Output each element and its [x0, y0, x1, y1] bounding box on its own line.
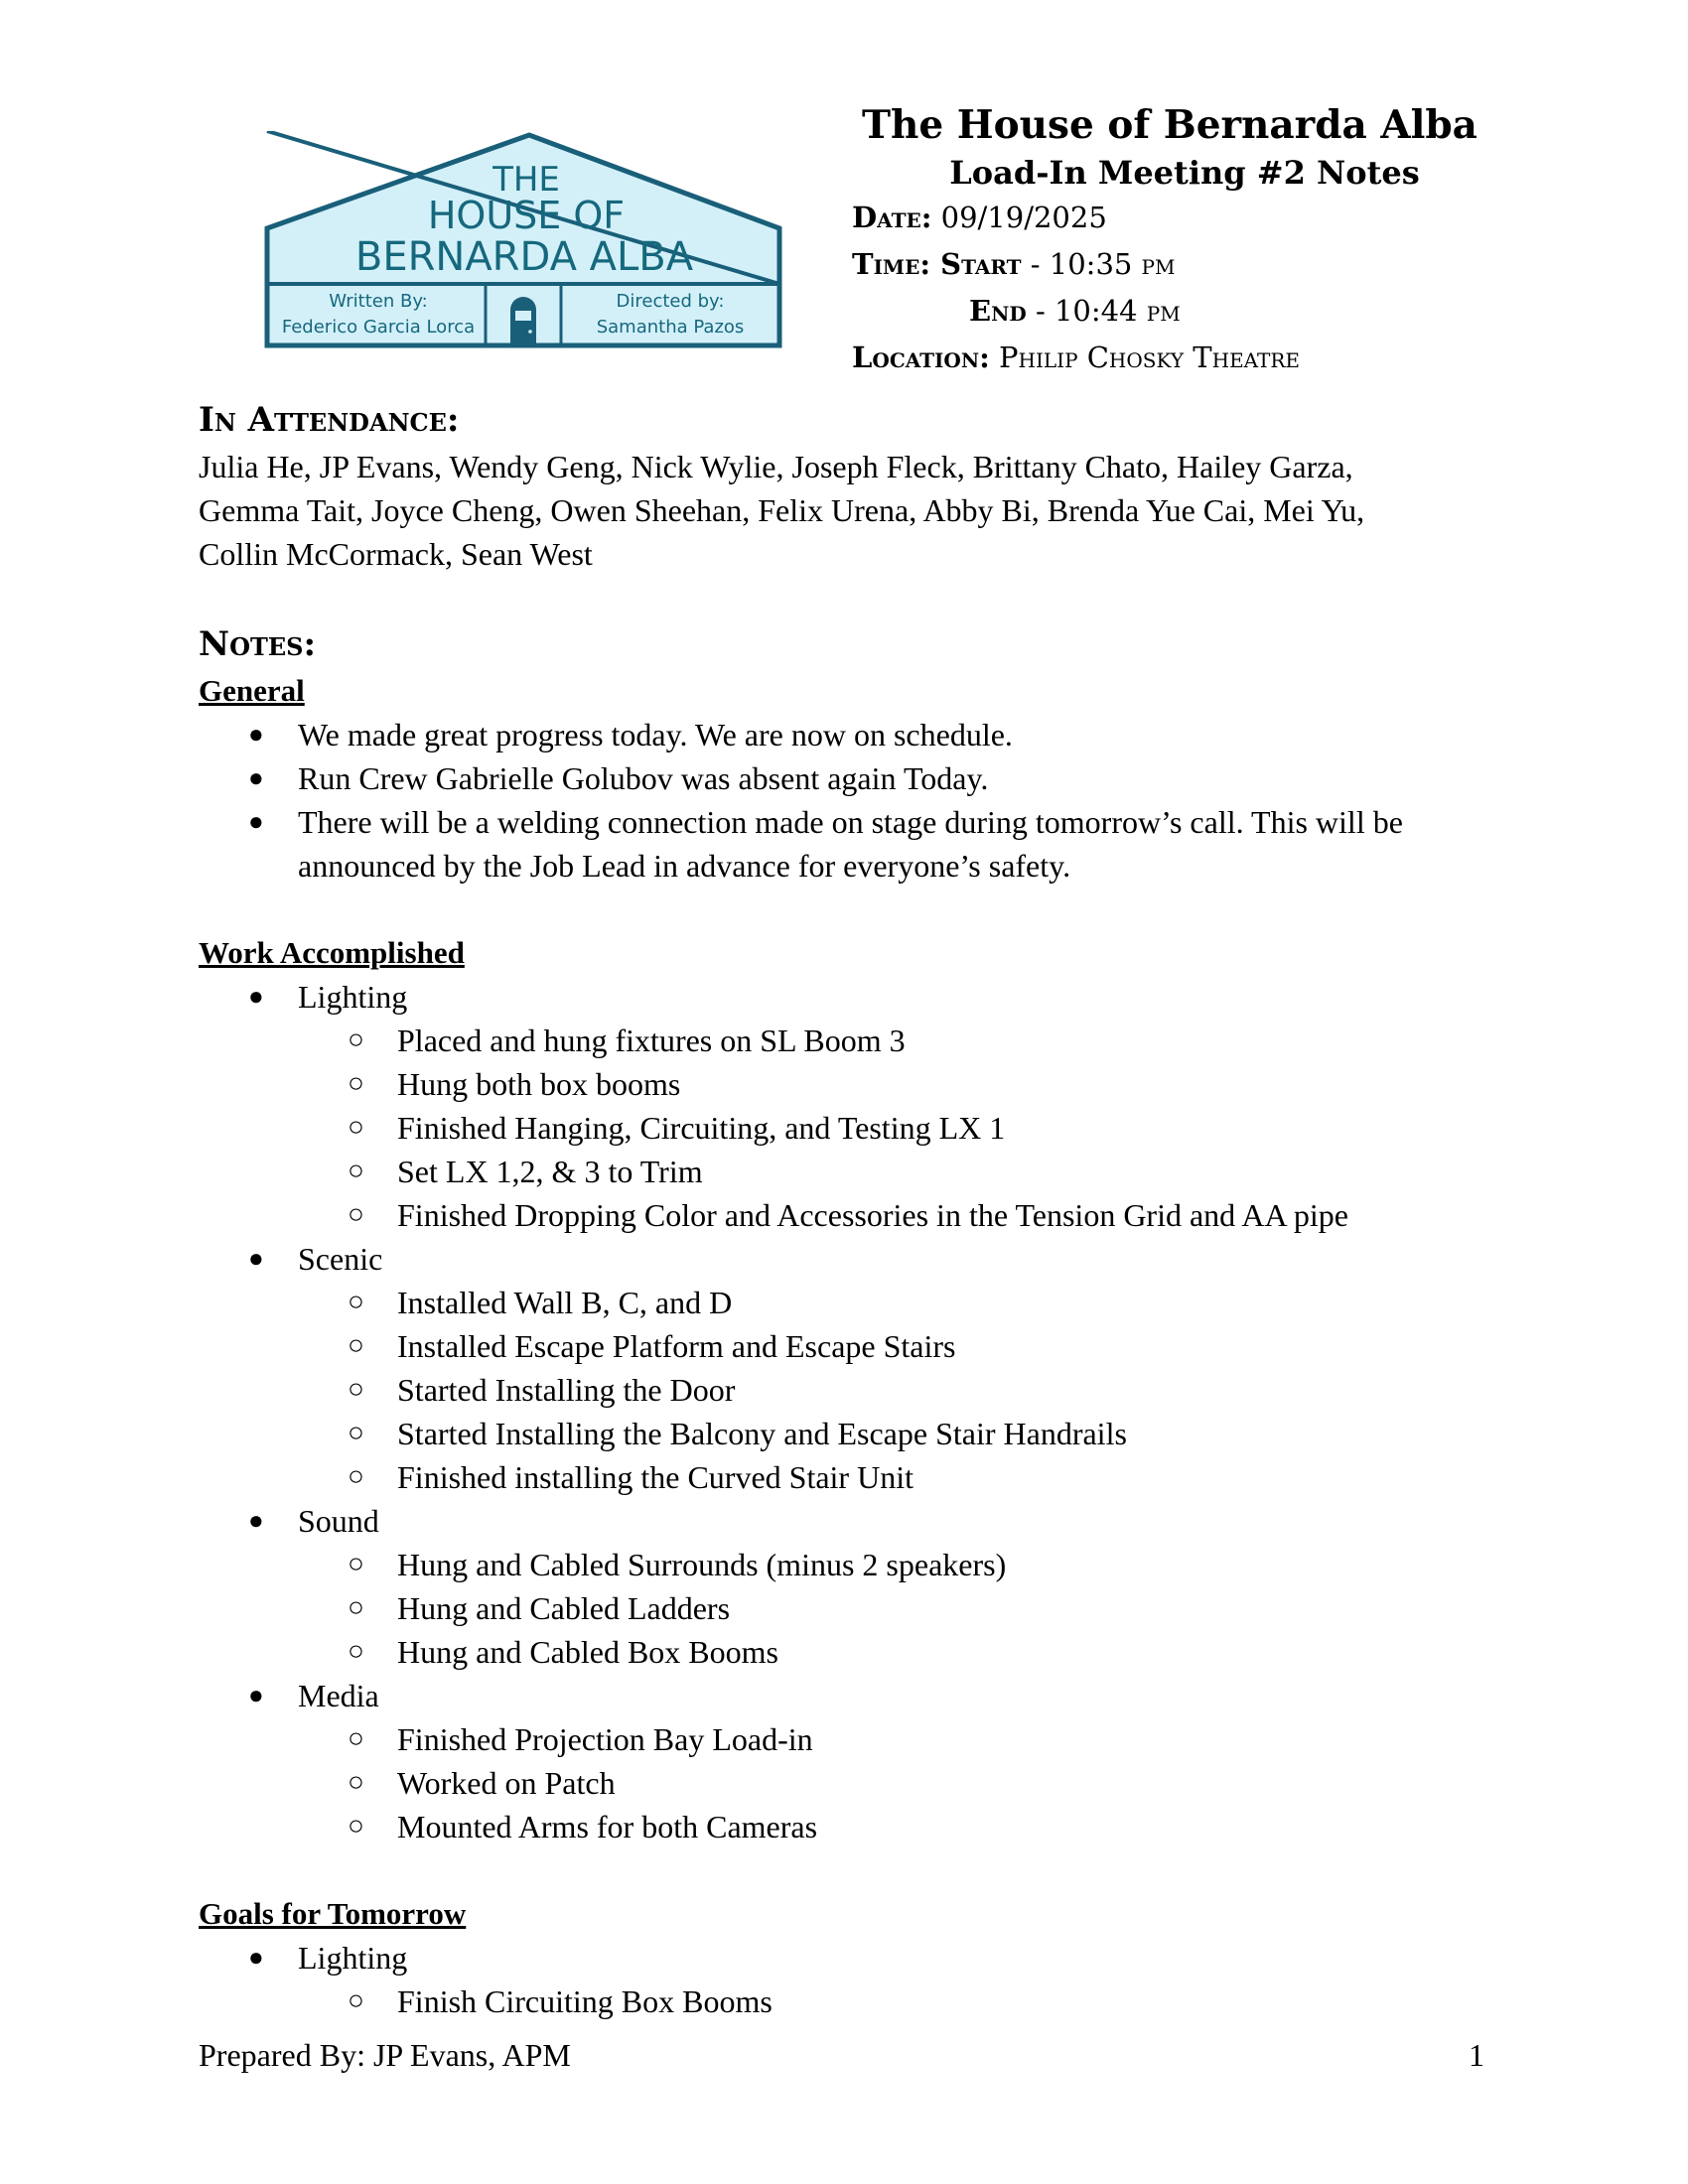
logo-directed-label: Directed by: [616, 291, 725, 312]
end-label: End [969, 294, 1027, 328]
logo-line-house: HOUSE OF [427, 194, 626, 237]
list-item: ○ Hung both box booms [348, 1066, 681, 1102]
logo-written-name: Federico Garcia Lorca [281, 317, 476, 338]
time-start-value: - 10:35 pm [1021, 247, 1176, 281]
general-list [199, 713, 1489, 887]
end-value: - 10:44 pm [1026, 294, 1181, 328]
logo-line-the: THE [492, 160, 560, 200]
logo-line-bernarda: BERNARDA ALBA [354, 234, 694, 280]
document-subtitle: Load-In Meeting #2 Notes [949, 154, 1420, 192]
list-item: ○ Finish Circuiting Box Booms [348, 1983, 773, 2019]
list-item: ○ Started Installing the Balcony and Escape Stair Handrails [348, 1416, 1127, 1451]
list-item: ○ Finished Hanging, Circuiting, and Testing LX 1 [348, 1110, 1006, 1146]
date-row [852, 195, 1487, 241]
time-label: Time: Start [852, 247, 1022, 281]
list-item: ● Media ○ Finished Projection Bay Load-in ○ Worked on Patch ○ Mounted Arms for both Cameras [199, 1674, 1489, 1848]
notes-heading: Notes: [199, 624, 317, 664]
list-item: ● Lighting ○ Finish Circuiting Box Booms [199, 1936, 1489, 2023]
work-list [199, 975, 1489, 1848]
page-footer [199, 2033, 1484, 2077]
list-item: ● We made great progress today. We are now on schedule. [248, 717, 1013, 752]
end-row [852, 288, 1487, 335]
location-label: Location: [852, 341, 990, 374]
list-item: ○ Installed Wall B, C, and D [348, 1285, 733, 1320]
work-accomplished-heading: Work Accomplished [199, 935, 465, 970]
date-label: Date: [852, 201, 932, 234]
list-item: ● Sound ○ Hung and Cabled Surrounds (minus 2 speakers) ○ Hung and Cabled Ladders ○ Hung and Cabled Box Booms [199, 1499, 1489, 1674]
list-item: ○ Hung and Cabled Box Booms [348, 1634, 778, 1670]
list-item: ○ Set LX 1,2, & 3 to Trim [348, 1154, 703, 1189]
list-item: ○ Finished Dropping Color and Accessories in the Tension Grid and AA pipe [348, 1197, 1348, 1233]
list-item: ○ Placed and hung fixtures on SL Boom 3 [348, 1023, 906, 1058]
list-item: ○ Started Installing the Door [348, 1372, 736, 1408]
list-item: ● Scenic ○ Installed Wall B, C, and D ○ Installed Escape Platform and Escape Stairs ○ Started Installing the Door ○ Started Installing the Balcony and Escape Stair Handrails ○ Finished installing the Curved Stair Unit [199, 1237, 1489, 1499]
list-item: ○ Installed Escape Platform and Escape Stairs [348, 1328, 956, 1364]
general-heading: General [199, 673, 305, 708]
list-item: ○ Finished installing the Curved Stair Unit [348, 1459, 914, 1495]
document-body [199, 395, 1489, 2023]
document-title: The House of Bernarda Alba [862, 102, 1477, 148]
list-item: ● There will be a welding connection made on stage during tomorrow’s call. This will be announced by the Job Lead in advance for everyone’s safety. [248, 804, 1403, 884]
list-item: ○ Hung and Cabled Surrounds (minus 2 speakers) [348, 1547, 1007, 1582]
list-item: ○ Finished Projection Bay Load-in [348, 1721, 813, 1757]
list-item: ○ Worked on Patch [348, 1765, 616, 1801]
date-value: 09/19/2025 [940, 201, 1107, 234]
goals-heading: Goals for Tomorrow [199, 1896, 467, 1931]
location-value: Philip Chosky Theatre [999, 341, 1301, 374]
location-row [852, 335, 1487, 381]
logo-directed-name: Samantha Pazos [596, 317, 745, 338]
attendance-list: Julia He, JP Evans, Wendy Geng, Nick Wylie, Joseph Fleck, Brittany Chato, Hailey Garza, Gemma Tait, Joyce Cheng, Owen Sheehan, Felix Urena, Abby Bi, Brenda Yue Cai, Mei Yu, Collin McCormack, Sean West [199, 449, 1365, 572]
list-item: ○ Hung and Cabled Ladders [348, 1590, 731, 1626]
prepared-by: Prepared By: JP Evans, APM [199, 2037, 571, 2073]
page-number: 1 [1469, 2037, 1484, 2073]
time-row [852, 241, 1487, 288]
logo-written-label: Written By: [329, 291, 428, 312]
door-icon [510, 297, 536, 345]
list-item: ○ Mounted Arms for both Cameras [348, 1809, 818, 1844]
show-logo [263, 131, 784, 351]
list-item: ● Run Crew Gabrielle Golubov was absent again Today. [248, 760, 989, 796]
list-item: ● Lighting ○ Placed and hung fixtures on SL Boom 3 ○ Hung both box booms ○ Finished Hanging, Circuiting, and Testing LX 1 ○ Set LX 1,2, & 3 to Trim ○ Finished Dropping Color and Accessories in the Tension Grid and AA pipe [199, 975, 1489, 1237]
goals-list [199, 1936, 1489, 2023]
attendance-heading: In Attendance: [199, 400, 460, 440]
document-header [852, 99, 1487, 381]
